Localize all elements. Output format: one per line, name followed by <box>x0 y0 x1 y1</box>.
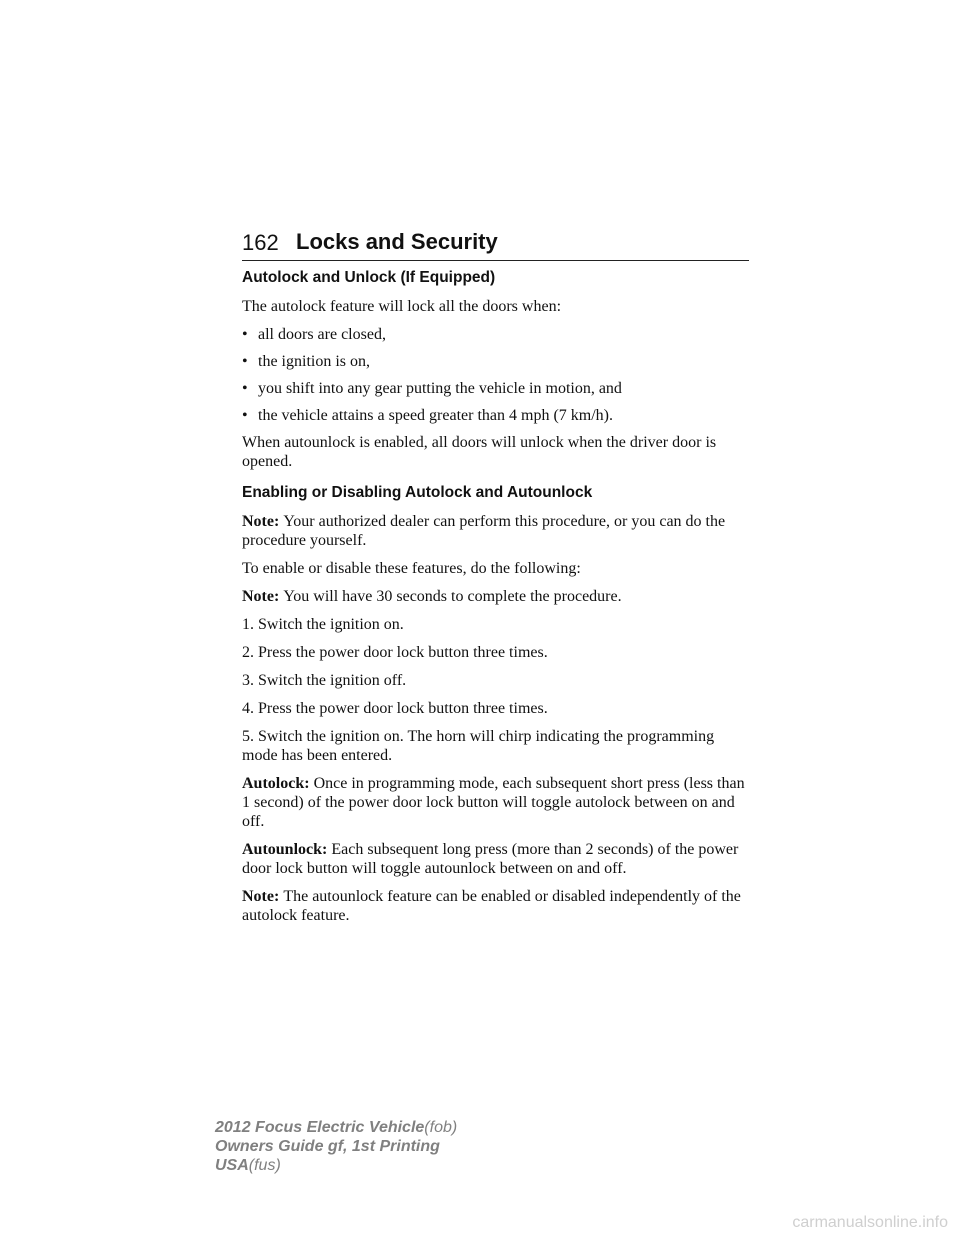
note-dealer <box>242 512 752 550</box>
note-label: Note: <box>242 588 280 605</box>
heading-autolock: Autolock and Unlock (If Equipped) <box>242 269 496 286</box>
bullet-icon: • <box>242 380 248 397</box>
autolock-paragraph <box>242 774 752 831</box>
page-footer <box>215 1118 457 1175</box>
autolock-label: Autolock: <box>242 775 310 792</box>
bullet-icon: • <box>242 407 248 424</box>
note-time-limit <box>242 587 752 606</box>
section-title: Locks and Security <box>296 229 498 254</box>
step-2: 2. Press the power door lock button three times. <box>242 644 548 661</box>
autounlock-label: Autounlock: <box>242 841 328 858</box>
footer-line-1: 2012 Focus Electric Vehicle(fob) <box>215 1119 458 1136</box>
footer-line-3: USA(fus) <box>215 1157 281 1174</box>
note-text: You will have 30 seconds to complete the procedure. <box>283 588 622 605</box>
footer-line-2: Owners Guide gf, 1st Printing <box>215 1138 440 1155</box>
note-text: The autounlock feature can be enabled or disabled independently of the autolock feature. <box>242 888 741 924</box>
intro-text: The autolock feature will lock all the doors when: <box>242 298 562 315</box>
page-content <box>242 268 752 934</box>
step-1: 1. Switch the ignition on. <box>242 616 404 633</box>
list-item: • you shift into any gear putting the vehicle in motion, and <box>242 380 622 397</box>
note-label: Note: <box>242 513 280 530</box>
autolock-text: Once in programming mode, each subsequent short press (less than 1 second) of the power door lock button will toggle autolock between on and off. <box>242 775 745 830</box>
step-3: 3. Switch the ignition off. <box>242 672 407 689</box>
page-number: 162 <box>242 230 279 255</box>
note-label: Note: <box>242 888 280 905</box>
list-item: • the vehicle attains a speed greater than 4 mph (7 km/h). <box>242 407 613 424</box>
note-independent <box>242 887 752 925</box>
watermark: carmanualsonline.info <box>792 1214 948 1231</box>
autolock-conditions-list <box>242 325 752 425</box>
step-4: 4. Press the power door lock button three times. <box>242 700 548 717</box>
step-5: 5. Switch the ignition on. The horn will chirp indicating the programming mode has been entered. <box>242 728 715 764</box>
autounlock-text: Each subsequent long press (more than 2 seconds) of the power door lock button will toggle autounlock between on and off. <box>242 841 739 877</box>
instructions-intro: To enable or disable these features, do the following: <box>242 560 581 577</box>
page-header <box>242 226 749 261</box>
heading-enabling: Enabling or Disabling Autolock and Autounlock <box>242 484 593 501</box>
autounlock-paragraph: When autounlock is enabled, all doors will unlock when the driver door is opened. <box>242 434 717 470</box>
bullet-icon: • <box>242 353 248 370</box>
list-item: • the ignition is on, <box>242 353 370 370</box>
list-item: • all doors are closed, <box>242 326 386 343</box>
autounlock-toggle-paragraph <box>242 840 752 878</box>
bullet-icon: • <box>242 326 248 343</box>
note-text: Your authorized dealer can perform this procedure, or you can do the procedure yourself. <box>242 513 726 549</box>
